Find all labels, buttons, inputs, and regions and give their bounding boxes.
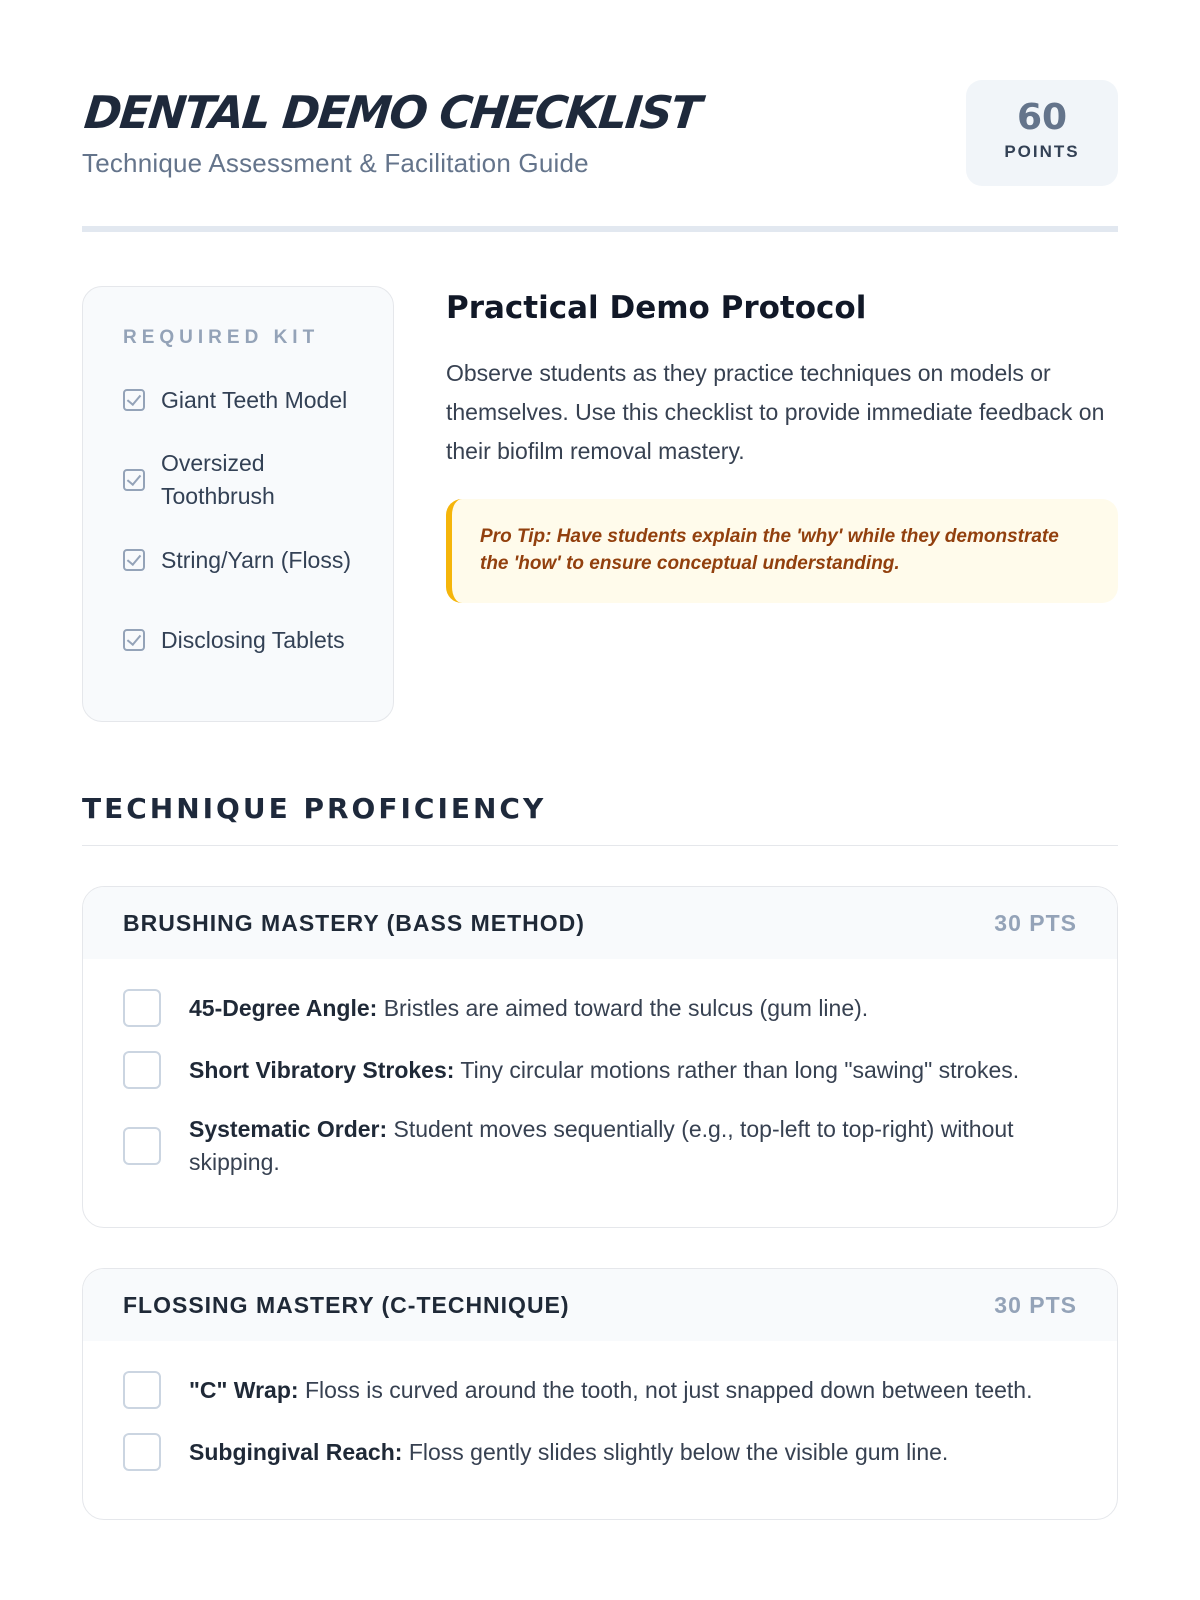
card-header [83,1269,1117,1341]
checklist-item-term: Subgingival Reach: [189,1438,403,1465]
intro-row [82,286,1118,722]
checklist-item-description: Floss gently slides slightly below the visible gum line. [402,1438,949,1465]
checklist-item [123,1051,1077,1089]
kit-item [123,447,363,513]
kit-item-label: Giant Teeth Model [161,386,348,413]
kit-item [123,367,363,433]
checklist-item-text [189,1436,948,1469]
page-header [82,0,1118,232]
checklist-item-text [189,1113,1077,1179]
card-title: FLOSSING MASTERY (C-TECHNIQUE) [123,1291,570,1318]
checklist-item-text [189,1374,1032,1407]
total-points-value: 60 [1016,97,1068,138]
checklist-item [123,1113,1077,1179]
checkbox[interactable] [123,1127,161,1165]
total-points-badge [966,80,1118,186]
protocol-section [446,286,1118,603]
card-title: BRUSHING MASTERY (BASS METHOD) [123,909,585,936]
checklist-item [123,1433,1077,1471]
card-header [83,887,1117,959]
flossing-mastery-card [82,1268,1118,1520]
card-body [83,959,1117,1227]
checkbox[interactable] [123,1433,161,1471]
checklist-item [123,1371,1077,1409]
section-title: TECHNIQUE PROFICIENCY [82,792,1118,846]
checklist-item [123,989,1077,1027]
card-body [83,1341,1117,1519]
checklist-item-description: Student moves sequentially (e.g., top-left to top-right) without skipping. [189,1116,1014,1175]
checklist-item-description: Floss is curved around the tooth, not just snapped down between teeth. [298,1376,1033,1403]
checklist-item-text [189,1054,1019,1087]
kit-item-label: Oversized Toothbrush [161,450,275,509]
total-points-label: POINTS [1004,142,1080,161]
checklist-item-term: "C" Wrap: [189,1376,299,1403]
checkbox-checked-icon [123,549,145,571]
page-subtitle: Technique Assessment & Facilitation Guide [82,148,589,178]
required-kit-panel [82,286,394,722]
checkbox-checked-icon [123,469,145,491]
checklist-item-description: Bristles are aimed toward the sulcus (gum line). [377,994,869,1021]
kit-item-label: Disclosing Tablets [161,626,345,653]
card-points: 30 PTS [994,909,1077,936]
protocol-title: Practical Demo Protocol [446,290,867,326]
card-points: 30 PTS [994,1291,1077,1318]
required-kit-heading: REQUIRED KIT [123,327,320,348]
pro-tip-callout: Pro Tip: Have students explain the 'why' while they demonstrate the 'how' to ensure conceptual understanding. [446,499,1118,603]
checkbox[interactable] [123,989,161,1027]
protocol-description: Observe students as they practice techniques on models or themselves. Use this checklist to provide immediate feedback on their biofilm removal mastery. [446,360,1105,464]
kit-item [123,527,363,593]
checklist-item-description: Tiny circular motions rather than long "sawing" strokes. [454,1056,1020,1083]
checklist-item-text [189,992,868,1025]
checklist-item-term: 45-Degree Angle: [189,994,378,1021]
checkbox-checked-icon [123,389,145,411]
checkbox-checked-icon [123,629,145,651]
checklist-item-term: Short Vibratory Strokes: [189,1056,455,1083]
checkbox[interactable] [123,1051,161,1089]
kit-item [123,607,363,673]
brushing-mastery-card [82,886,1118,1228]
checkbox[interactable] [123,1371,161,1409]
page-title: DENTAL DEMO CHECKLIST [81,86,703,139]
checklist-item-term: Systematic Order: [189,1116,388,1142]
kit-item-label: String/Yarn (Floss) [161,546,352,573]
